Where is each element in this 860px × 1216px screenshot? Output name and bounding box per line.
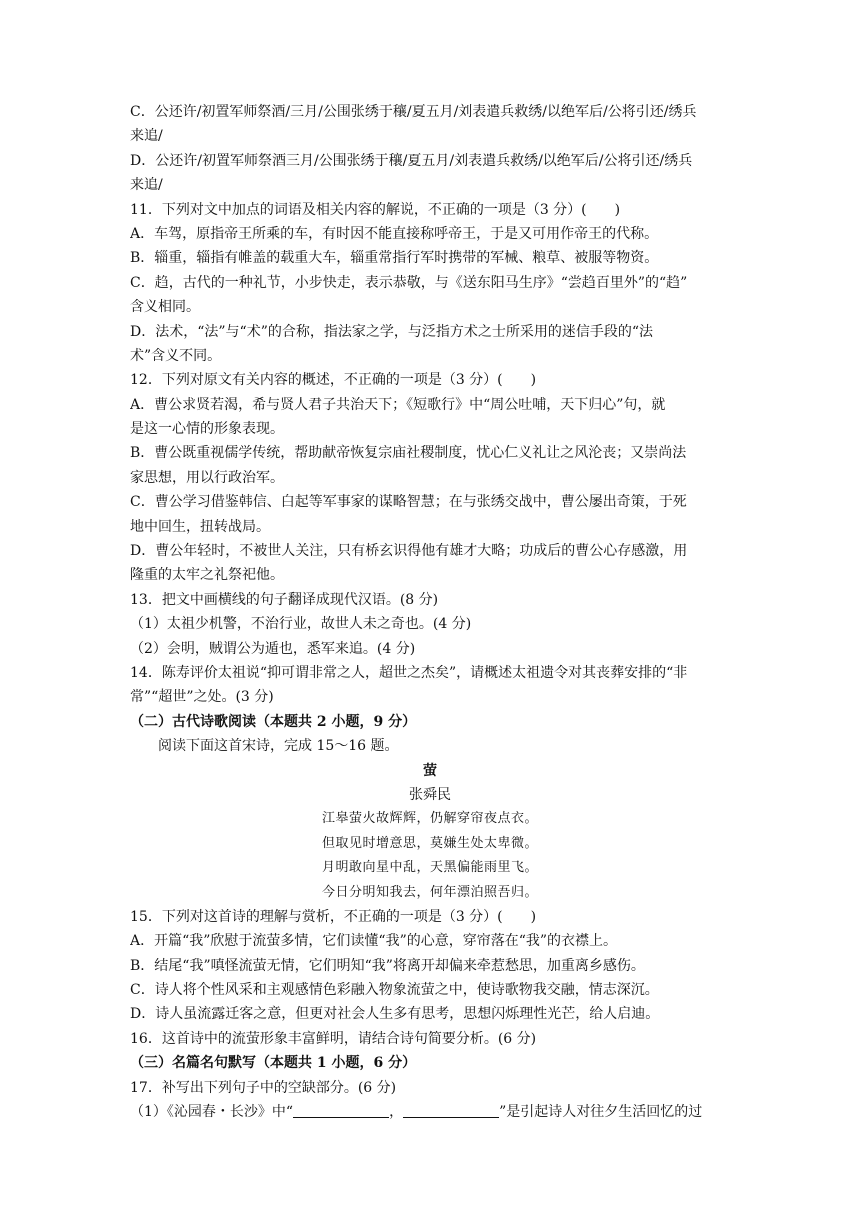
q11-stem: 11．下列对文中加点的词语及相关内容的解说，不正确的一项是（3 分）( )	[130, 201, 621, 218]
q15-option-a: A．开篇“我”欣慰于流萤多情，它们读懂“我”的心意，穿帘落在“我”的衣襟上。	[130, 933, 618, 950]
q13-sentence-1: （1）太祖少机警，不治行业，故世人未之奇也。(4 分)	[130, 616, 472, 633]
q14-stem-line2: 常”“超世”之处。(3 分)	[130, 689, 274, 706]
q13-sentence-2: （2）会明，贼谓公为遁也，悉军来追。(4 分)	[130, 640, 416, 657]
q11-option-c-line1: C．趋，古代的一种礼节，小步快走，表示恭敬，与《送东阳马生序》“尝趋百里外”的“趋”	[130, 274, 688, 291]
section-2-heading: （二）古代诗歌阅读（本题共 2 小题，9 分）	[130, 713, 417, 730]
q12-option-a-line1: A．曹公求贤若渴，希与贤人君子共治天下；《短歌行》中“周公吐哺，天下归心”句，就	[130, 396, 666, 413]
q17-s1-prefix: （1）《沁园春・长沙》中“	[130, 1104, 294, 1121]
q12-option-d-line1: D．曹公年轻时，不被世人关注，只有桥玄识得他有雄才大略；功成后的曹公心存感激，用	[130, 543, 688, 560]
q15-option-c: C．诗人将个性风采和主观感情色彩融入物象流萤之中，使诗歌物我交融，情志深沉。	[130, 982, 659, 999]
q17-sentence-1	[130, 1100, 730, 1124]
section-3-heading: （三）名篇名句默写（本题共 1 小题，6 分）	[130, 1055, 417, 1072]
q15-option-b: B．结尾“我”嗔怪流萤无情，它们明知“我”将离开却偏来牵惹愁思，加重离乡感伤。	[130, 957, 645, 974]
q11-option-b: B．辎重，辎指有帷盖的载重大车，辎重常指行军时携带的军械、粮草、被服等物资。	[130, 250, 659, 267]
q11-option-a: A．车驾，原指帝王所乘的车，有时因不能直接称呼帝王，于是又可用作帝王的代称。	[130, 225, 659, 242]
poem-author: 张舜民	[409, 786, 451, 803]
q10-option-c-line2: 来追/	[130, 128, 163, 145]
poem-line-1: 江皋萤火故辉辉，仍解穿帘夜点衣。	[321, 811, 538, 827]
section-2-intro: 阅读下面这首宋诗，完成 15～16 题。	[158, 738, 399, 755]
poem-line-3: 月明敢向星中乱，天黑偏能雨里飞。	[321, 860, 538, 876]
answer-blank-2[interactable]	[403, 1103, 499, 1118]
q12-option-b-line1: B．曹公既重视儒学传统，帮助献帝恢复宗庙社稷制度，忧心仁义礼让之风沦丧；又崇尚法	[130, 445, 687, 462]
q12-option-d-line2: 隆重的太牢之礼祭祀他。	[130, 567, 284, 584]
q11-option-c-line2: 含义相同。	[130, 299, 200, 316]
q13-stem: 13．把文中画横线的句子翻译成现代汉语。(8 分)	[130, 591, 439, 608]
q11-option-d-line1: D．法术，“法”与“术”的合称，指法家之学，与泛指方术之士所采用的迷信手段的“法	[130, 323, 654, 340]
q12-option-c-line2: 地中回生，扭转战局。	[130, 518, 270, 535]
q10-option-c-line1: C．公还许/初置军师祭酒/三月/公围张绣于穰/夏五月/刘表遣兵救绣/以绝军后/公将引还/绣兵	[130, 104, 697, 120]
q10-option-d-line1: D．公还许/初置军师祭酒三月/公围张绣于穰/夏五月/刘表遣兵救绣/以绝军后/公将引还/绣兵	[130, 152, 693, 169]
poem-line-4: 今日分明知我去，何年漂泊照吾归。	[321, 884, 538, 900]
q12-option-a-line2: 是这一心情的形象表现。	[130, 421, 284, 438]
q12-stem: 12．下列对原文有关内容的概述，不正确的一项是（3 分）( )	[130, 372, 537, 389]
poem-title: 萤	[423, 762, 437, 779]
q16-stem: 16．这首诗中的流萤形象丰富鲜明，请结合诗句简要分析。(6 分)	[130, 1030, 537, 1047]
answer-blank-1[interactable]	[293, 1103, 389, 1118]
q15-stem: 15．下列对这首诗的理解与赏析，不正确的一项是（3 分）( )	[130, 908, 537, 925]
q15-option-d: D．诗人虽流露迁客之意，但更对社会人生多有思考，思想闪烁理性光芒，给人启迪。	[130, 1006, 660, 1023]
q12-option-c-line1: C．曹公学习借鉴韩信、白起等军事家的谋略智慧；在与张绣交战中，曹公屡出奇策，于死	[130, 494, 687, 511]
q11-option-d-line2: 术”含义不同。	[130, 347, 222, 364]
q14-stem-line1: 14．陈寿评价太祖说“抑可谓非常之人，超世之杰矣”，请概述太祖遗令对其丧葬安排的“非	[130, 664, 688, 681]
q12-option-b-line2: 家思想，用以行政治军。	[130, 469, 284, 486]
q17-s1-suffix: ”是引起诗人对往夕生活回忆的过	[499, 1104, 703, 1121]
page-content	[130, 100, 730, 1124]
q10-option-d-line2: 来追/	[130, 177, 163, 194]
poem-line-2: 但取见时增意思，莫嫌生处太卑微。	[321, 835, 538, 851]
q17-stem: 17．补写出下列句子中的空缺部分。(6 分)	[130, 1079, 397, 1096]
q17-s1-separator: ，	[389, 1104, 404, 1121]
